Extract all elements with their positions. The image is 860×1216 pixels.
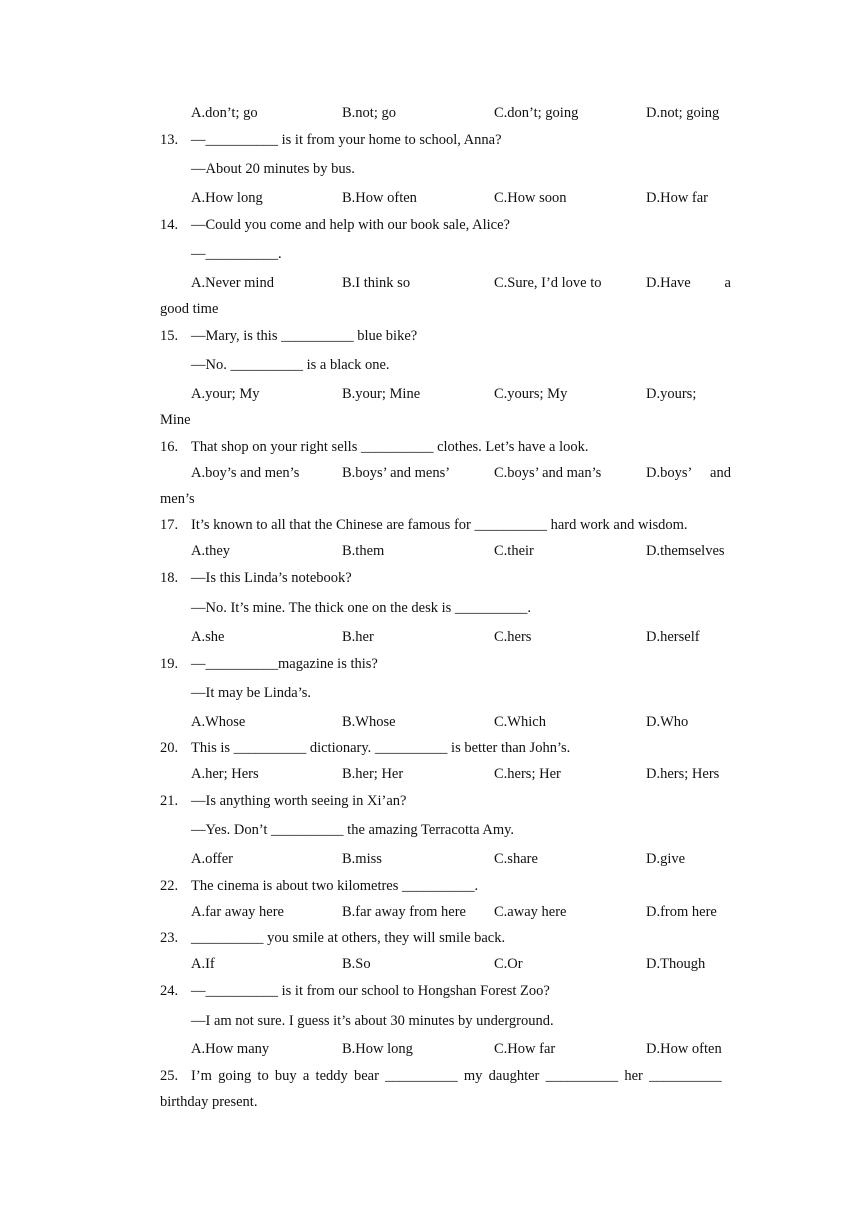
- question-line: [160, 216, 730, 234]
- answer-option: C.boys’ and man’s: [494, 465, 602, 481]
- question-text: —Is anything worth seeing in Xi’an?: [191, 793, 407, 809]
- answer-option: A.offer: [191, 851, 234, 867]
- answer-option: C.Which: [494, 714, 546, 730]
- question-dialogue-line: —__________.: [191, 246, 282, 262]
- answer-option: D.How often: [646, 1041, 722, 1057]
- answer-option: A.don’t; go: [191, 105, 258, 121]
- question-text: —Could you come and help with our book sale, Alice?: [191, 217, 510, 233]
- question-dialogue-line: —Yes. Don’t __________ the amazing Terracotta Amy.: [191, 822, 515, 838]
- answer-option: B.How long: [342, 1041, 413, 1057]
- answer-option: A.far away here: [191, 904, 284, 920]
- question-line: [160, 438, 730, 456]
- question-text: —Is this Linda’s notebook?: [191, 570, 352, 586]
- question-line: [160, 327, 730, 345]
- answer-option: B.So: [342, 956, 371, 972]
- question-line: [160, 569, 730, 587]
- question-number: 20.: [160, 740, 179, 756]
- answer-option: D.give: [646, 851, 686, 867]
- question-dialogue-line: —No. __________ is a black one.: [191, 357, 390, 373]
- answer-option: D.themselves: [646, 543, 725, 559]
- question-text: __________ you smile at others, they will smile back.: [191, 930, 506, 946]
- question-number: 21.: [160, 793, 179, 809]
- question-text: I’m going to buy a teddy bear __________ my daughter __________ her __________: [191, 1068, 722, 1084]
- answer-option: B.boys’ and mens’: [342, 465, 451, 481]
- question-text: This is __________ dictionary. __________ is better than John’s.: [191, 740, 571, 756]
- answer-option: A.If: [191, 956, 215, 972]
- question-number: 15.: [160, 328, 179, 344]
- answer-option: D.hers; Hers: [646, 766, 720, 782]
- answer-option: A.How many: [191, 1041, 270, 1057]
- answer-option: D.Who: [646, 714, 689, 730]
- answer-option: D.How far: [646, 190, 709, 206]
- question-line: [160, 877, 730, 895]
- question-number: 13.: [160, 132, 179, 148]
- answer-option: B.them: [342, 543, 385, 559]
- answer-option: D.from here: [646, 904, 717, 920]
- answer-option: A.they: [191, 543, 231, 559]
- question-line: [160, 929, 730, 947]
- answer-option: A.her; Hers: [191, 766, 259, 782]
- question-dialogue-line: —I am not sure. I guess it’s about 30 minutes by underground.: [191, 1013, 554, 1029]
- wrapped-continuation: good time: [160, 301, 219, 317]
- answer-option: C.Or: [494, 956, 523, 972]
- answer-option: B.not; go: [342, 105, 396, 121]
- answer-option: D.not; going: [646, 105, 720, 121]
- question-text: —__________ is it from your home to school, Anna?: [191, 132, 502, 148]
- answer-option: C.hers; Her: [494, 766, 561, 782]
- answer-option: C.their: [494, 543, 534, 559]
- answer-option: A.Whose: [191, 714, 246, 730]
- question-number: 24.: [160, 983, 179, 999]
- answer-option: B.her; Her: [342, 766, 404, 782]
- question-number: 22.: [160, 878, 179, 894]
- question-line: [160, 792, 730, 810]
- wrapped-continuation: Mine: [160, 412, 191, 428]
- question-text: —__________ is it from our school to Hongshan Forest Zoo?: [191, 983, 550, 999]
- answer-option: C.How soon: [494, 190, 567, 206]
- question-number: 23.: [160, 930, 179, 946]
- question-dialogue-line: —About 20 minutes by bus.: [191, 161, 355, 177]
- question-text: It’s known to all that the Chinese are famous for __________ hard work and wisdom.: [191, 517, 688, 533]
- answer-option: B.How often: [342, 190, 417, 206]
- question-number: 18.: [160, 570, 179, 586]
- answer-option: D.boys’ and: [646, 465, 731, 481]
- question-dialogue-line: —No. It’s mine. The thick one on the desk is __________.: [191, 600, 532, 616]
- question-text: That shop on your right sells __________ clothes. Let’s have a look.: [191, 439, 589, 455]
- answer-option: D.yours;: [646, 386, 697, 402]
- answer-option: C.How far: [494, 1041, 556, 1057]
- answer-option: C.don’t; going: [494, 105, 579, 121]
- answer-option: D.herself: [646, 629, 700, 645]
- answer-option: C.hers: [494, 629, 532, 645]
- answer-option: C.Sure, I’d love to: [494, 275, 602, 291]
- question-dialogue-line: —It may be Linda’s.: [191, 685, 312, 701]
- answer-option: A.she: [191, 629, 225, 645]
- question-line: [160, 1067, 730, 1085]
- question-line: [160, 739, 730, 757]
- question-text: The cinema is about two kilometres __________.: [191, 878, 479, 894]
- question-text: —Mary, is this __________ blue bike?: [191, 328, 418, 344]
- answer-option: B.I think so: [342, 275, 411, 291]
- question-number: 17.: [160, 517, 179, 533]
- question-number: 14.: [160, 217, 179, 233]
- answer-option: C.share: [494, 851, 538, 867]
- answer-option: B.your; Mine: [342, 386, 421, 402]
- answer-option: A.your; My: [191, 386, 260, 402]
- question-text: —__________magazine is this?: [191, 656, 378, 672]
- answer-option: B.far away from here: [342, 904, 466, 920]
- question-number: 25.: [160, 1068, 179, 1084]
- answer-option: B.miss: [342, 851, 382, 867]
- answer-option: C.away here: [494, 904, 567, 920]
- question-line: [160, 982, 730, 1000]
- answer-option: A.Never mind: [191, 275, 274, 291]
- answer-option: D.Though: [646, 956, 706, 972]
- answer-option: A.boy’s and men’s: [191, 465, 300, 481]
- answer-option: D.Have a: [646, 275, 731, 291]
- answer-option: B.her: [342, 629, 374, 645]
- wrapped-continuation: men’s: [160, 491, 195, 507]
- question-line: [160, 131, 730, 149]
- question-number: 19.: [160, 656, 179, 672]
- question-number: 16.: [160, 439, 179, 455]
- question-line: [160, 516, 730, 534]
- question-line: [160, 655, 730, 673]
- answer-option: B.Whose: [342, 714, 396, 730]
- wrapped-continuation: birthday present.: [160, 1094, 258, 1110]
- answer-option: C.yours; My: [494, 386, 568, 402]
- answer-option: A.How long: [191, 190, 263, 206]
